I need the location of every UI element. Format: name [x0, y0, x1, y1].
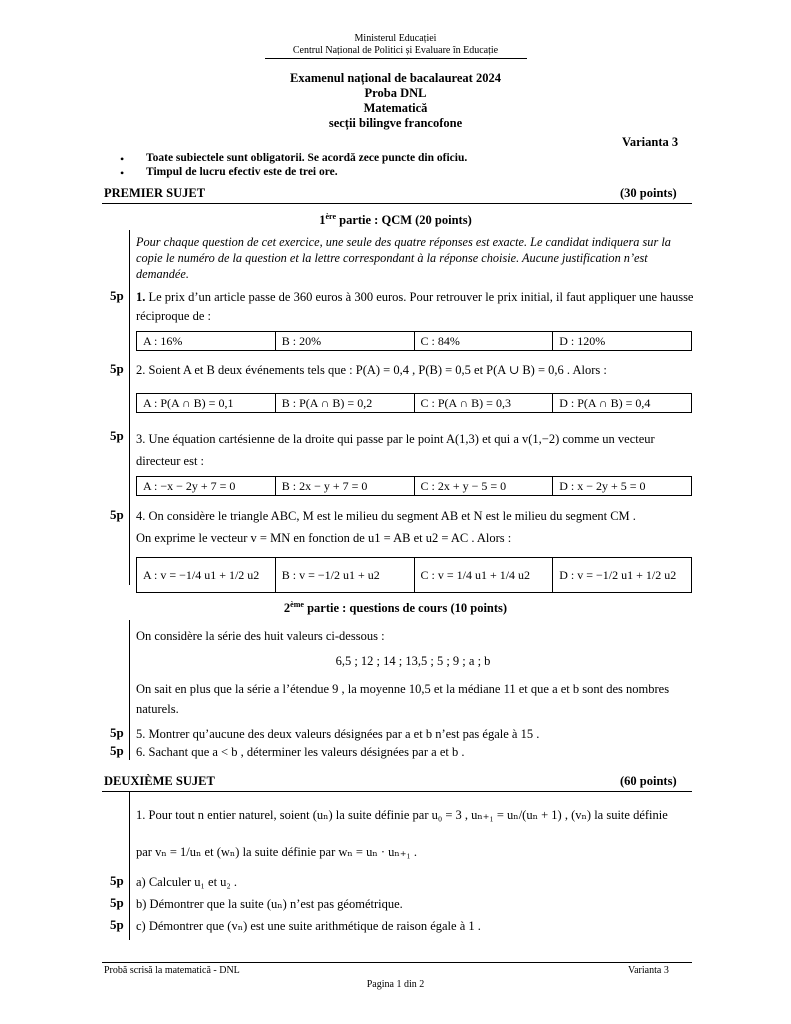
qc-text: c) Démontrer que (vₙ) est une suite arithmétique de raison égale à 1 .: [136, 919, 481, 933]
exam-title: Examenul național de bacalaureat 2024: [290, 71, 501, 85]
q4-points: 5p: [110, 507, 124, 522]
qa-text: a) Calculer u₁ et u₂ .: [136, 875, 238, 889]
q2-option-c[interactable]: C : P(A ∩ B) = 0,3: [414, 394, 553, 413]
footer-rule: [102, 962, 692, 963]
q4-option-b[interactable]: B : v = −1/2 u1 + u2: [275, 558, 414, 593]
part2-title: 2ème partie : questions de cours (10 points): [283, 599, 508, 615]
exam-section: secții bilingve francofone: [328, 116, 463, 130]
ministry-name: Ministerul Educației: [354, 33, 437, 44]
q6-text: 6. Sachant que a < b , déterminer les valeurs désignées par a et b .: [136, 745, 465, 759]
q3-option-a[interactable]: A : −x − 2y + 7 = 0: [137, 477, 276, 496]
q1-option-b[interactable]: B : 20%: [275, 332, 414, 351]
section-points-2: (60 points): [620, 774, 677, 788]
qb-points: 5p: [110, 895, 124, 910]
q2-option-d[interactable]: D : P(A ∩ B) = 0,4: [553, 394, 692, 413]
section-title-2: DEUXIÈME SUJET: [104, 774, 215, 788]
margin-bar: [129, 230, 130, 585]
q3-points: 5p: [110, 428, 124, 443]
series-info: On sait en plus que la série a l’étendue 9 , la moyenne 10,5 et la médiane 11 et que a et b sont des nombres naturels.: [136, 682, 670, 716]
q6-points: 5p: [110, 743, 124, 758]
footer-left: Probă scrisă la matematică - DNL: [104, 965, 240, 976]
q1-option-c[interactable]: C : 84%: [414, 332, 553, 351]
q3-text: 3. Une équation cartésienne de la droite qui passe par le point A(1,3) et qui a v(1,−2) comme un vecteur directeur est :: [136, 432, 655, 468]
footer-right: Varianta 3: [628, 965, 669, 976]
q4-option-a[interactable]: A : v = −1/4 u1 + 1/2 u2: [137, 558, 276, 593]
q1-text: 1. Le prix d’un article passe de 360 euros à 300 euros. Pour retrouver le prix initial, il faut appliquer une hausse réciproque de :: [136, 290, 694, 323]
qcm-intro: Pour chaque question de cet exercice, une seule des quatre réponses est exacte. Le candidat indiquera sur la copie le numéro de la question et la lettre correspondant à la réponse choisie. Aucune justification n’est demandée.: [136, 235, 671, 281]
q2-option-b[interactable]: B : P(A ∩ B) = 0,2: [275, 394, 414, 413]
instruction-1: Toate subiectele sunt obligatorii. Se acordă zece puncte din oficiu.: [146, 152, 468, 164]
q2-text: 2. Soient A et B deux événements tels que : P(A) = 0,4 , P(B) = 0,5 et P(A ∪ B) = 0,6 . Alors :: [136, 363, 607, 377]
q1-option-d[interactable]: D : 120%: [553, 332, 692, 351]
instruction-2: Timpul de lucru efectiv este de trei ore.: [146, 166, 338, 178]
qc-points: 5p: [110, 917, 124, 932]
q2-option-a[interactable]: A : P(A ∩ B) = 0,1: [137, 394, 276, 413]
q4-text-line2: On exprime le vecteur v = MN en fonction de u1 = AB et u2 = AC . Alors :: [136, 531, 512, 545]
q2-points: 5p: [110, 361, 124, 376]
qa-points: 5p: [110, 873, 124, 888]
series-values: 6,5 ; 12 ; 14 ; 13,5 ; 5 ; 9 ; a ; b: [335, 654, 491, 668]
q4-options: [136, 557, 692, 593]
section-title-1: PREMIER SUJET: [104, 186, 206, 200]
section-rule: [102, 203, 692, 204]
q3-option-c[interactable]: C : 2x + y − 5 = 0: [414, 477, 553, 496]
bullet-icon: •: [120, 152, 125, 166]
exam-subject: Proba DNL: [364, 86, 427, 100]
q4-text-line1: 4. On considère le triangle ABC, M est le milieu du segment AB et N est le milieu du segment CM .: [136, 509, 636, 523]
q1-option-a[interactable]: A : 16%: [137, 332, 276, 351]
sequence-intro-line2: par vₙ = 1/uₙ et (wₙ) la suite définie par wₙ = uₙ · uₙ₊₁ .: [136, 845, 418, 859]
q2-options: [136, 393, 692, 413]
sequence-intro-line1: 1. Pour tout n entier naturel, soient (uₙ) la suite définie par u₀ = 3 , uₙ₊₁ = uₙ/(uₙ + 1) , (vₙ) la suite définie: [136, 808, 668, 822]
series-intro: On considère la série des huit valeurs ci-dessous :: [136, 629, 385, 643]
q5-text: 5. Montrer qu’aucune des deux valeurs désignées par a et b n’est pas égale à 15 .: [136, 727, 540, 741]
q3-options: [136, 476, 692, 496]
margin-bar: [129, 620, 130, 760]
page-number: Pagina 1 din 2: [366, 979, 425, 990]
center-name: Centrul Național de Politici și Evaluare în Educație: [292, 45, 499, 56]
variant-label: Varianta 3: [622, 135, 679, 149]
section-rule: [102, 791, 692, 792]
header-rule: [265, 58, 527, 59]
qb-text: b) Démontrer que la suite (uₙ) n’est pas géométrique.: [136, 897, 403, 911]
q3-option-d[interactable]: D : x − 2y + 5 = 0: [553, 477, 692, 496]
part1-title: 1ère partie : QCM (20 points): [319, 211, 472, 227]
q4-option-c[interactable]: C : v = 1/4 u1 + 1/4 u2: [414, 558, 553, 593]
q4-option-d[interactable]: D : v = −1/2 u1 + 1/2 u2: [553, 558, 692, 593]
q3-option-b[interactable]: B : 2x − y + 7 = 0: [275, 477, 414, 496]
q1-points: 5p: [110, 288, 124, 303]
margin-bar: [129, 792, 130, 940]
bullet-icon: •: [120, 166, 125, 180]
q1-options: [136, 331, 692, 351]
q5-points: 5p: [110, 725, 124, 740]
section-points-1: (30 points): [620, 186, 677, 200]
exam-discipline: Matematică: [363, 101, 428, 115]
